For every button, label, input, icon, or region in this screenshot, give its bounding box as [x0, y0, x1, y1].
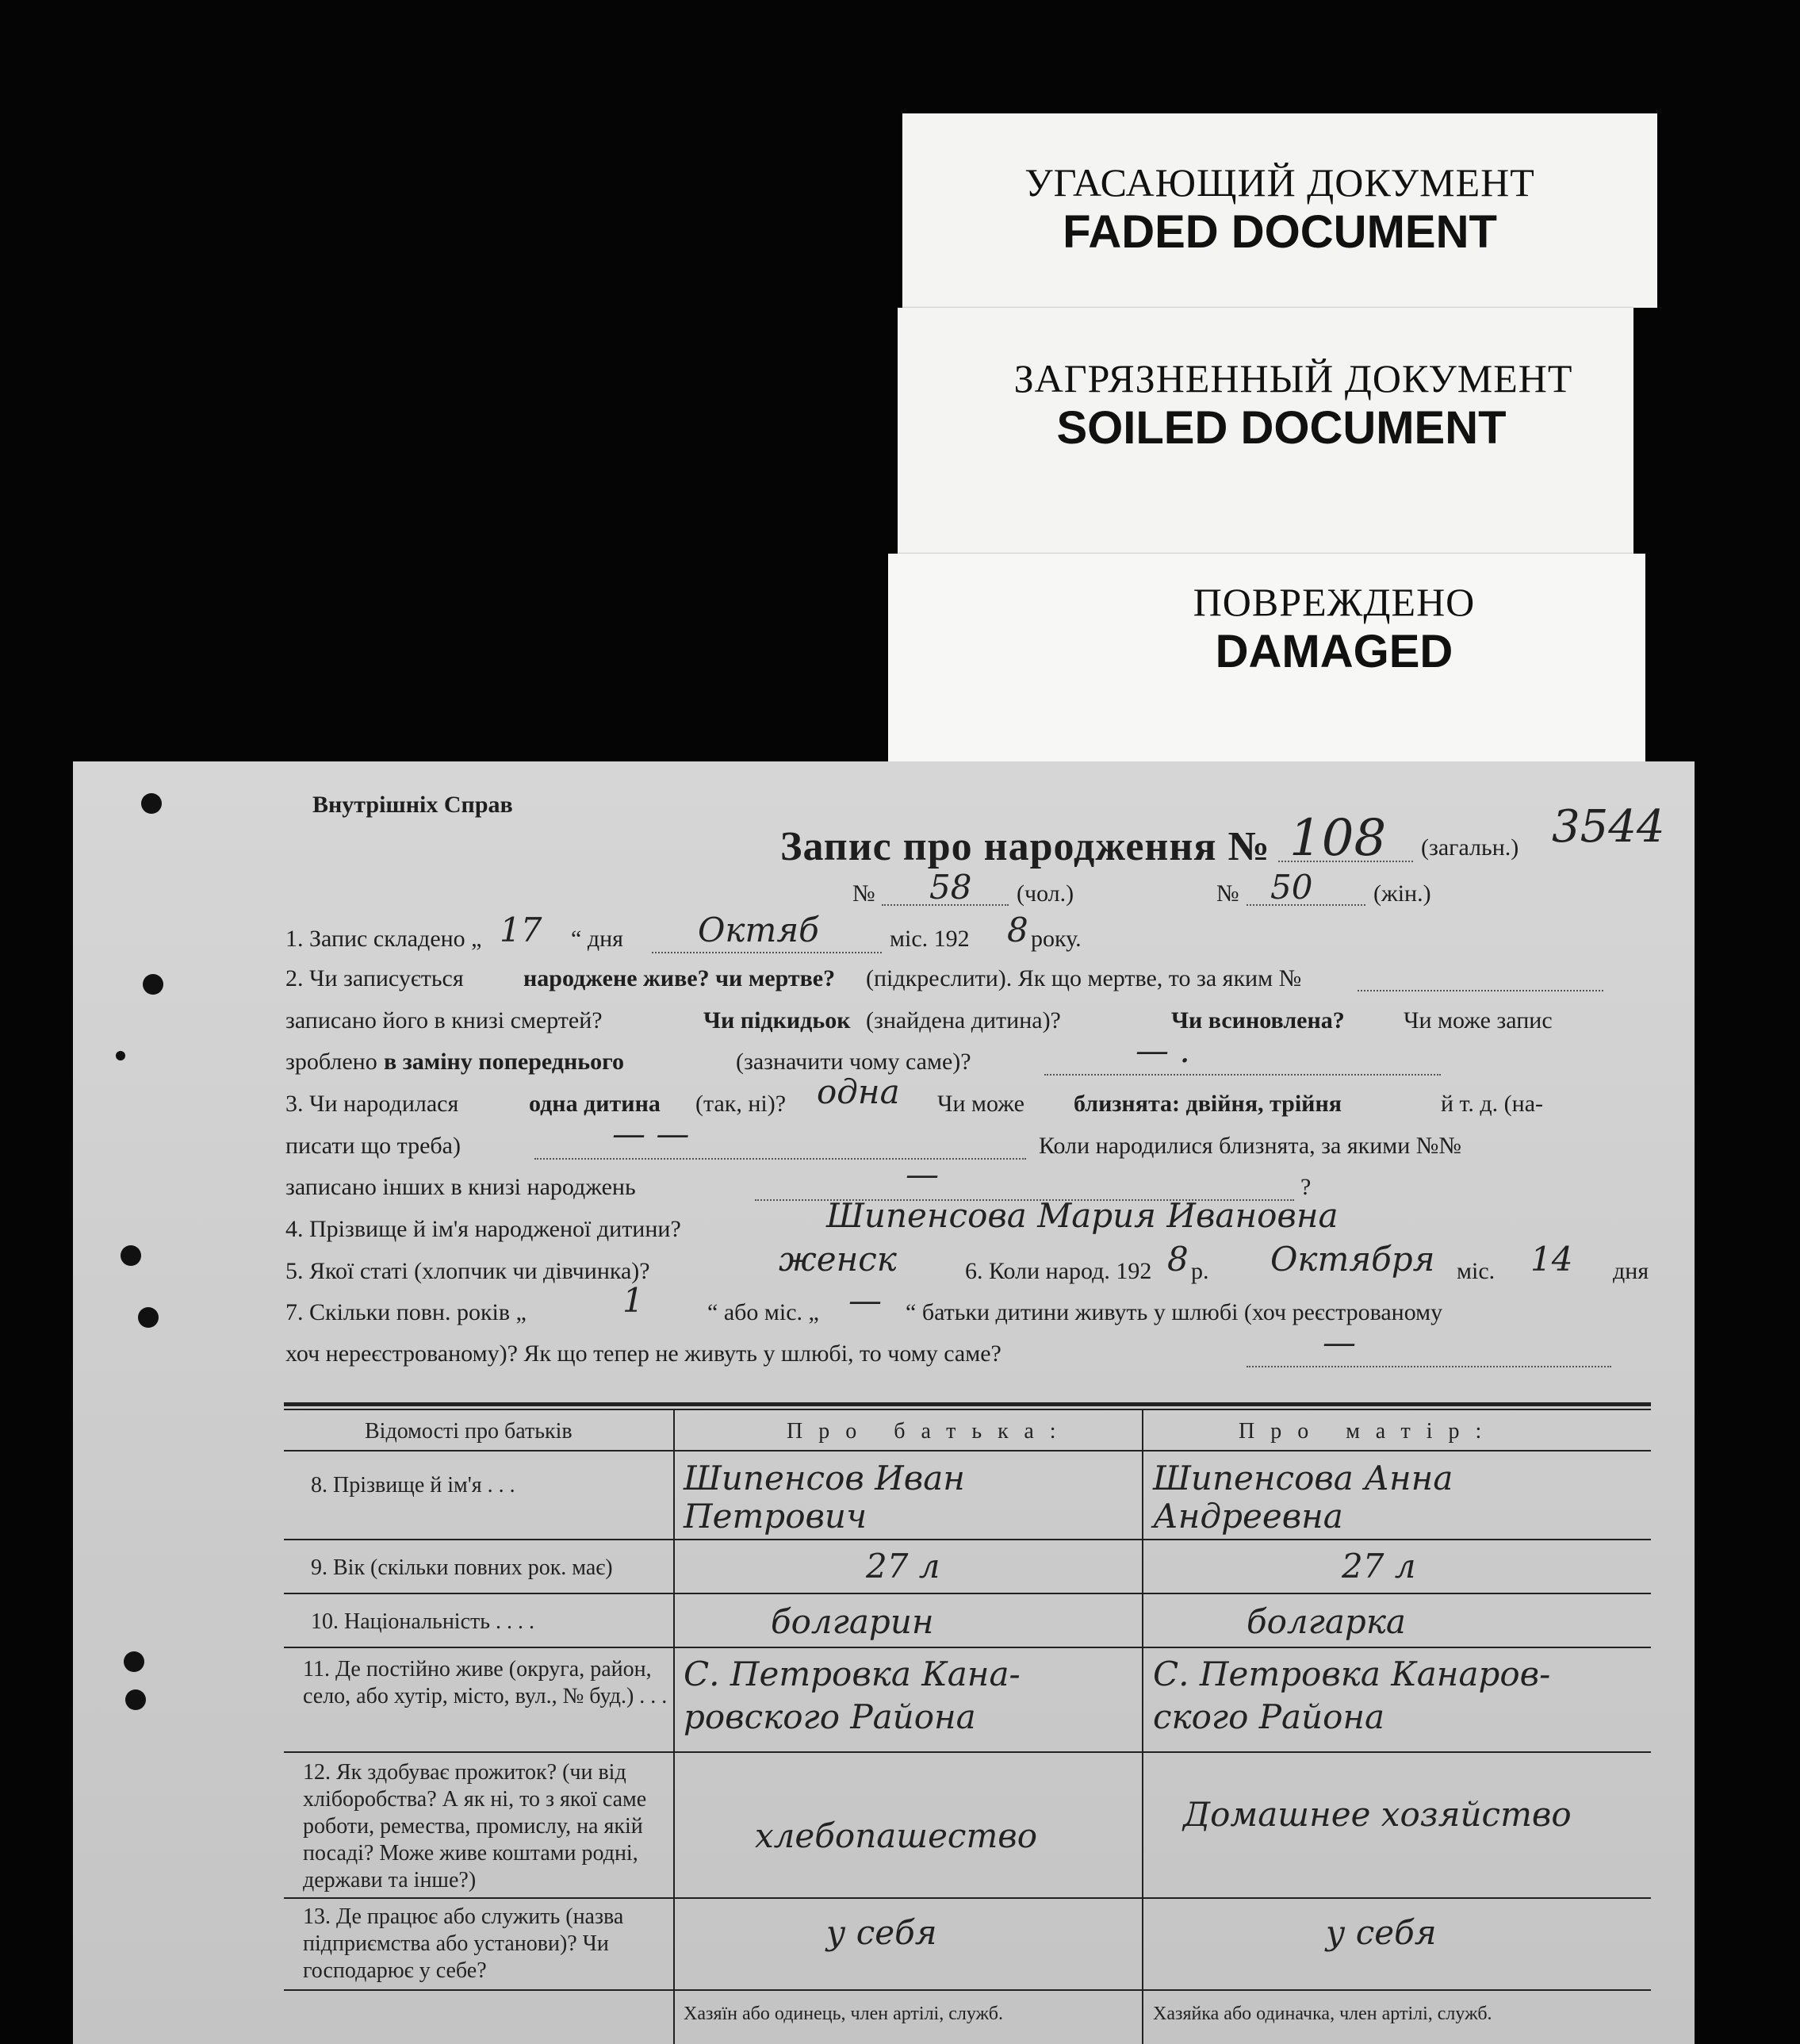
- line1-day-label: “ дня: [571, 926, 623, 952]
- birth-record-form: [73, 761, 1695, 2044]
- line2-c: (підкреслити). Як що мертве, то за яким №: [866, 965, 1302, 991]
- punch-hole: [124, 1651, 144, 1672]
- table-row-rule: [284, 1539, 1651, 1540]
- father-residence: С. Петровка Канаровского Района: [684, 1655, 1021, 1736]
- table-row-rule: [284, 1593, 1651, 1594]
- father-workplace: у себя: [826, 1913, 937, 1952]
- line8-a: 4. Прізвище й ім'я народженої дитини?: [285, 1216, 681, 1242]
- line2-a: 2. Чи записується: [285, 965, 464, 991]
- line6-b: Коли народилися близнята, за якими №№: [1039, 1133, 1462, 1159]
- birth-day: 14: [1530, 1240, 1573, 1279]
- table-top-rule: [284, 1409, 1651, 1410]
- punch-hole: [121, 1245, 141, 1266]
- father-age: 27 л: [866, 1547, 940, 1586]
- father-name: Шипенсов Иван Петрович: [684, 1459, 965, 1536]
- faded-document-label: [902, 113, 1657, 308]
- table-col-rule: [1142, 1410, 1143, 2044]
- soiled-label-ru: ЗАГРЯЗНЕННЫЙ ДОКУМЕНТ: [1013, 356, 1573, 401]
- line7-a: записано інших в книзі народжень: [285, 1174, 636, 1200]
- birth-month: Октября: [1270, 1240, 1435, 1279]
- line1-label: 1. Запис складено „: [285, 926, 482, 952]
- table-head-info: Відомості про батьків: [365, 1419, 573, 1444]
- line5-f: й т. д. (на-: [1441, 1091, 1544, 1117]
- father-occupation: хлебопашество: [755, 1816, 1038, 1855]
- table-top-rule: [284, 1402, 1651, 1406]
- damaged-label: [888, 554, 1645, 784]
- mother-residence: С. Петровка Канаровского Района: [1153, 1655, 1551, 1736]
- line9-b: 6. Коли народ. 192: [965, 1258, 1152, 1284]
- table-row-label: 11. Де постійно живе (округа, район, село, або хутір, місто, вул., № буд.) . . .: [303, 1657, 668, 1708]
- table-head-father: Про батька:: [787, 1419, 1072, 1444]
- page-title: Запис про народження №: [780, 824, 1270, 869]
- male-number: 58: [929, 868, 972, 907]
- line4-a: зроблено: [285, 1049, 377, 1075]
- line3-b: Чи підкидьок: [703, 1007, 851, 1034]
- father-nationality: болгарин: [771, 1602, 934, 1641]
- male-suffix: (чол.): [1017, 880, 1074, 907]
- archive-number: 3544: [1552, 801, 1665, 853]
- table-row-rule: [284, 1989, 1651, 1991]
- dotted-line: [1278, 861, 1413, 862]
- record-month: Октяб: [698, 911, 819, 949]
- birth-year-digit: 8: [1167, 1240, 1189, 1279]
- punch-hole: [141, 793, 162, 814]
- mother-occupation: Домашнее хозяйство: [1183, 1795, 1572, 1834]
- father-status-options: Хазяїн або одинець, член артілі, служб.: [684, 2004, 1003, 2024]
- marriage-months: —: [848, 1281, 882, 1320]
- dotted-line: [882, 904, 1009, 906]
- line7-value: —: [906, 1155, 939, 1194]
- line9-d: міс.: [1457, 1258, 1496, 1284]
- record-number: 108: [1289, 809, 1387, 868]
- line6-value: — —: [612, 1114, 690, 1153]
- line10-c: “ батьки дитини живуть у шлюбі (хоч реєстрованому: [906, 1299, 1443, 1325]
- line5-d: Чи може: [937, 1091, 1024, 1117]
- line5-e: близнята: двійня, трійня: [1074, 1091, 1342, 1117]
- table-col-rule: [673, 1410, 675, 2044]
- table-row-label: 12. Як здобуває прожиток? (чи від хліборобства? А як ні, то з якої саме роботи, ремества, промислу, на якій посаді? Може живе коштами родні, держави та інше?): [303, 1760, 647, 1893]
- dotted-line: [1358, 990, 1603, 991]
- line1-year-label: року.: [1031, 926, 1082, 952]
- faded-label-ru: УГАСАЮЩИЙ ДОКУМЕНТ: [1024, 160, 1535, 205]
- line4-c: (зазначити чому саме)?: [736, 1049, 971, 1075]
- table-row-rule: [284, 1647, 1651, 1648]
- line5-b: одна дитина: [529, 1091, 661, 1117]
- record-year-digit: 8: [1007, 911, 1028, 949]
- line6-a: писати що треба): [285, 1133, 461, 1159]
- table-row-rule: [284, 1897, 1651, 1899]
- line2-b: народжене живе? чи мертве?: [523, 965, 836, 991]
- table-row-label: 10. Національність . . . .: [311, 1609, 535, 1634]
- line7-b: ?: [1300, 1174, 1312, 1200]
- line3-e: Чи може запис: [1404, 1007, 1553, 1034]
- dotted-line: [534, 1158, 1026, 1160]
- line9-e: дня: [1613, 1258, 1649, 1284]
- record-number-suffix: (загальн.): [1421, 834, 1519, 861]
- line3-c: (знайдена дитина)?: [866, 1007, 1061, 1034]
- line5-c: (так, ні)?: [695, 1091, 787, 1117]
- table-row-rule: [284, 1751, 1651, 1753]
- header-department: Внутрішніх Справ: [312, 792, 513, 818]
- child-sex: женск: [779, 1240, 897, 1279]
- child-name: Шипенсова Мария Ивановна: [826, 1196, 1339, 1235]
- damaged-label-en: DAMAGED: [1215, 626, 1453, 677]
- mother-name: Шипенсова Анна Андреевна: [1153, 1459, 1453, 1536]
- mother-workplace: у себя: [1326, 1913, 1437, 1952]
- faded-label-en: FADED DOCUMENT: [1063, 206, 1497, 258]
- single-child-value: одна: [817, 1072, 900, 1111]
- line11-value: —: [1323, 1323, 1356, 1362]
- line9-c: р.: [1191, 1258, 1209, 1284]
- punch-hole: [138, 1307, 159, 1328]
- record-day: 17: [500, 911, 542, 949]
- dotted-line: [652, 952, 882, 953]
- mother-status-options: Хазяйка або одиначка, член артілі, служб.: [1153, 2004, 1492, 2024]
- line9-a: 5. Якої статі (хлопчик чи дівчинка)?: [285, 1258, 650, 1284]
- female-suffix: (жін.): [1373, 880, 1431, 907]
- soiled-document-label: [898, 308, 1633, 554]
- female-number: 50: [1270, 868, 1313, 907]
- line4-b: в заміну попереднього: [384, 1049, 625, 1075]
- damaged-label-ru: ПОВРЕЖДЕНО: [1193, 580, 1476, 624]
- table-head-rule: [284, 1450, 1651, 1452]
- male-no-sign: №: [852, 880, 875, 907]
- mother-age: 27 л: [1342, 1547, 1416, 1586]
- punch-hole: [116, 1051, 125, 1060]
- line11-a: хоч нереєстрованому)? Як що тепер не живуть у шлюбі, то чому саме?: [285, 1340, 1001, 1367]
- line3-d: Чи всиновлена?: [1171, 1007, 1345, 1034]
- punch-hole: [143, 974, 163, 995]
- dotted-line: [1044, 1074, 1441, 1076]
- mother-nationality: болгарка: [1247, 1602, 1406, 1641]
- table-row-label: 8. Прізвище й ім'я . . .: [311, 1473, 515, 1498]
- marriage-years: 1: [622, 1281, 644, 1320]
- line3-a: записано його в книзі смертей?: [285, 1007, 603, 1034]
- table-head-mother: Про матір:: [1239, 1419, 1498, 1444]
- soiled-label-en: SOILED DOCUMENT: [1056, 402, 1507, 454]
- table-row-label: 9. Вік (скільки повних рок. має): [311, 1555, 613, 1580]
- line4-value: — .: [1136, 1031, 1190, 1070]
- dotted-line: [1247, 1366, 1611, 1367]
- line10-a: 7. Скільки повн. років „: [285, 1299, 527, 1325]
- punch-hole: [125, 1689, 146, 1710]
- female-no-sign: №: [1216, 880, 1239, 907]
- line10-b: “ або міс. „: [707, 1299, 819, 1325]
- line1-month-label: міс. 192: [890, 926, 970, 952]
- dotted-line: [1247, 904, 1365, 906]
- line5-a: 3. Чи народилася: [285, 1091, 459, 1117]
- table-row-label: 13. Де працює або служить (назва підприємства або установи)? Чи господарює у себе?: [303, 1904, 624, 1983]
